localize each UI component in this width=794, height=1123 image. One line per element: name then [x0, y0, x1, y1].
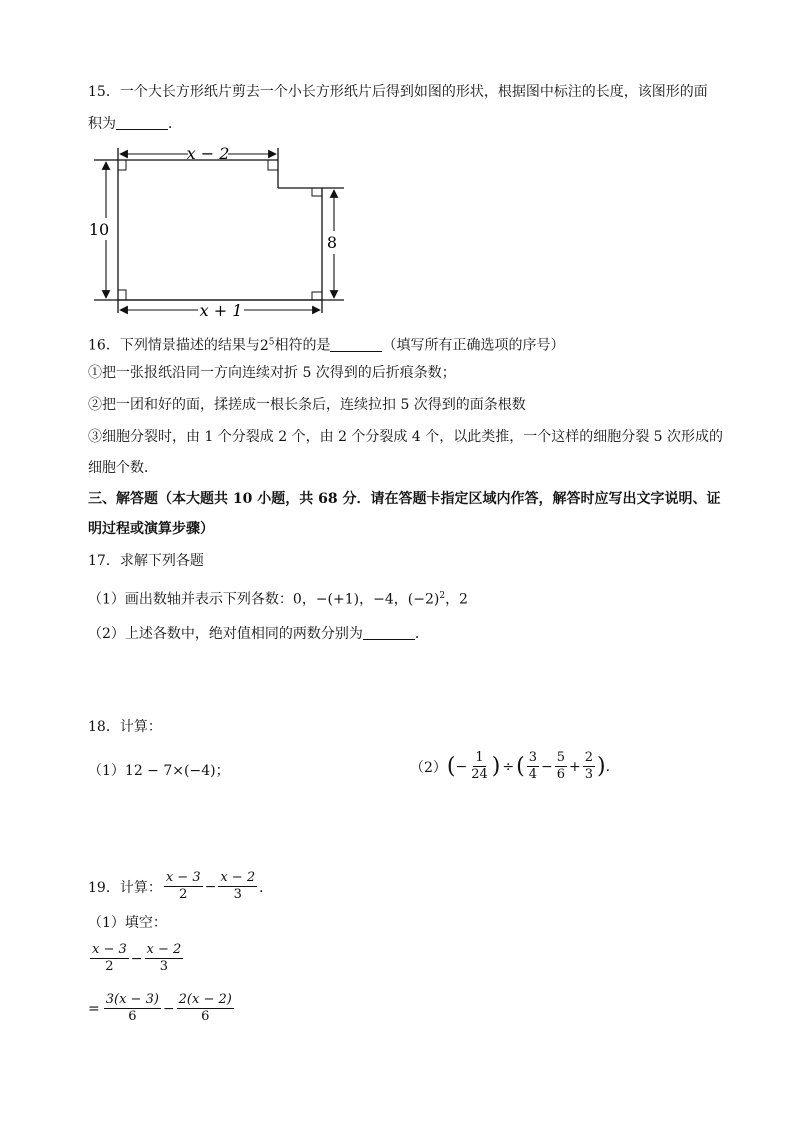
q17-part1-a: −(+1)	[315, 591, 360, 608]
q18-paren-close-2: )	[597, 754, 606, 779]
q19-part1: （1）填空：	[88, 915, 167, 931]
q15-right-label: 8	[326, 233, 338, 252]
q17-part1-d: ，2	[445, 591, 468, 608]
q16-power-base: 2	[259, 337, 269, 354]
q17-part1-prefix: （1）画出数轴并表示下列各数：0，	[88, 591, 316, 608]
q18-frac-1: $\frac{1}{24}$	[471, 750, 488, 782]
q19-step2-frac-2: $\frac{2(x - 2)}{6}$	[178, 992, 232, 1024]
q16-option2: ②把一团和好的面，揉搓成一根长条后，连续拉扣 5 次得到的面条根数	[88, 397, 526, 413]
q18-paren-open-1: (	[446, 754, 456, 779]
q15-answer-blank	[116, 115, 168, 130]
q18-part2: （2） ( − $\frac{1}{24}$ ) ÷ ( $\frac{3}{4}$ − $\frac{5}{6}$ + $\frac{2}{3}$ ) .	[410, 750, 611, 782]
q16-stem-suffix: （填写所有正确选项的序号）	[382, 337, 565, 354]
q16-option1: ①把一张报纸沿同一方向连续对折 5 次得到的后折痕条数；	[88, 365, 456, 381]
q16-power	[260, 338, 275, 354]
q15-line2-prefix: 积为	[88, 116, 116, 132]
q16-stem-middle: 相符的是	[274, 337, 331, 354]
q19-stem-suffix: ．	[259, 879, 274, 896]
q18-frac-4: $\frac{2}{3}$	[584, 750, 594, 782]
q17-part1-b: ，−4，	[359, 591, 408, 608]
q15-figure	[86, 138, 356, 323]
q18-frac-3: $\frac{5}{6}$	[556, 750, 566, 782]
q18-paren-close-1: )	[491, 754, 501, 779]
q19-step2-frac-1: $\frac{3(x - 3)}{6}$	[105, 992, 159, 1024]
q16-stem-prefix: 16．下列情景描述的结果与	[88, 337, 260, 354]
section3-heading-line1: 三、解答题（本大题共 10 小题，共 68 分．请在答题卡指定区域内作答，解答时应写出文字说明、证	[88, 491, 721, 507]
q15-line2-suffix: ．	[168, 116, 182, 132]
q18-paren-open-2: (	[516, 754, 525, 779]
q18-part2-label: （2）	[410, 759, 447, 776]
q19-stem-prefix: 19．计算：	[88, 879, 162, 896]
q17-part2	[88, 624, 429, 644]
section3-heading-line2: 明过程或演算步骤）	[88, 521, 214, 537]
q15-line1: 15．一个大长方形纸片剪去一个小长方形纸片后得到如图的形状，根据图中标注的长度，该图形的面	[88, 84, 708, 100]
q16-stem	[88, 332, 564, 356]
q17-answer-blank	[363, 625, 415, 640]
q17-stem: 17．求解下列各题	[88, 553, 204, 569]
q15-top-label: x − 2	[186, 144, 230, 163]
q19-step1-frac-2: $\frac{x - 2}{3}$	[146, 942, 182, 974]
q15-line2	[88, 114, 182, 134]
q19-step1: $\frac{x - 3}{2}$ − $\frac{x - 2}{3}$	[92, 942, 182, 974]
q15-left-label: 10	[88, 220, 110, 239]
q17-part1-c: (−2)	[407, 591, 440, 608]
q15-bottom-label: x + 1	[199, 301, 243, 320]
q16-option3-line1: ③细胞分裂时，由 1 个分裂成 2 个，由 2 个分裂成 4 个，以此类推，一个这样的细胞分裂 5 次形成的	[88, 429, 724, 445]
q18-stem: 18．计算：	[88, 719, 162, 735]
q15-right-angle-marks	[118, 160, 322, 300]
q19-step2: = $\frac{3(x - 3)}{6}$ − $\frac{2(x - 2)}{6}$	[88, 992, 232, 1024]
q17-part1	[88, 586, 468, 610]
q18-frac-2: $\frac{3}{4}$	[528, 750, 537, 782]
q15-dimension-arrows	[106, 154, 334, 310]
q19-step1-frac-1: $\frac{x - 3}{2}$	[92, 942, 127, 974]
q18-part1-expr: 12 − 7×(−4)；	[124, 763, 230, 779]
q19-frac-1: $\frac{x - 3}{2}$	[165, 870, 201, 902]
q19-stem: 19．计算： $\frac{x - 3}{2}$ − $\frac{x - 2}{3}$ ．	[88, 870, 274, 902]
q18-part1	[88, 761, 230, 781]
q16-option3-line2: 细胞个数．	[88, 460, 158, 476]
q16-power-exp: 5	[268, 337, 275, 347]
q15-shape-outline	[94, 148, 344, 313]
q18-part1-label: （1）	[88, 763, 125, 779]
q17-part2-suffix: ．	[414, 626, 429, 642]
q17-part1-c-exp: 2	[439, 591, 446, 601]
q16-answer-blank	[330, 337, 382, 352]
q17-part2-prefix: （2）上述各数中，绝对值相同的两数分别为	[88, 626, 363, 642]
q19-frac-2: $\frac{x - 2}{3}$	[220, 870, 256, 902]
